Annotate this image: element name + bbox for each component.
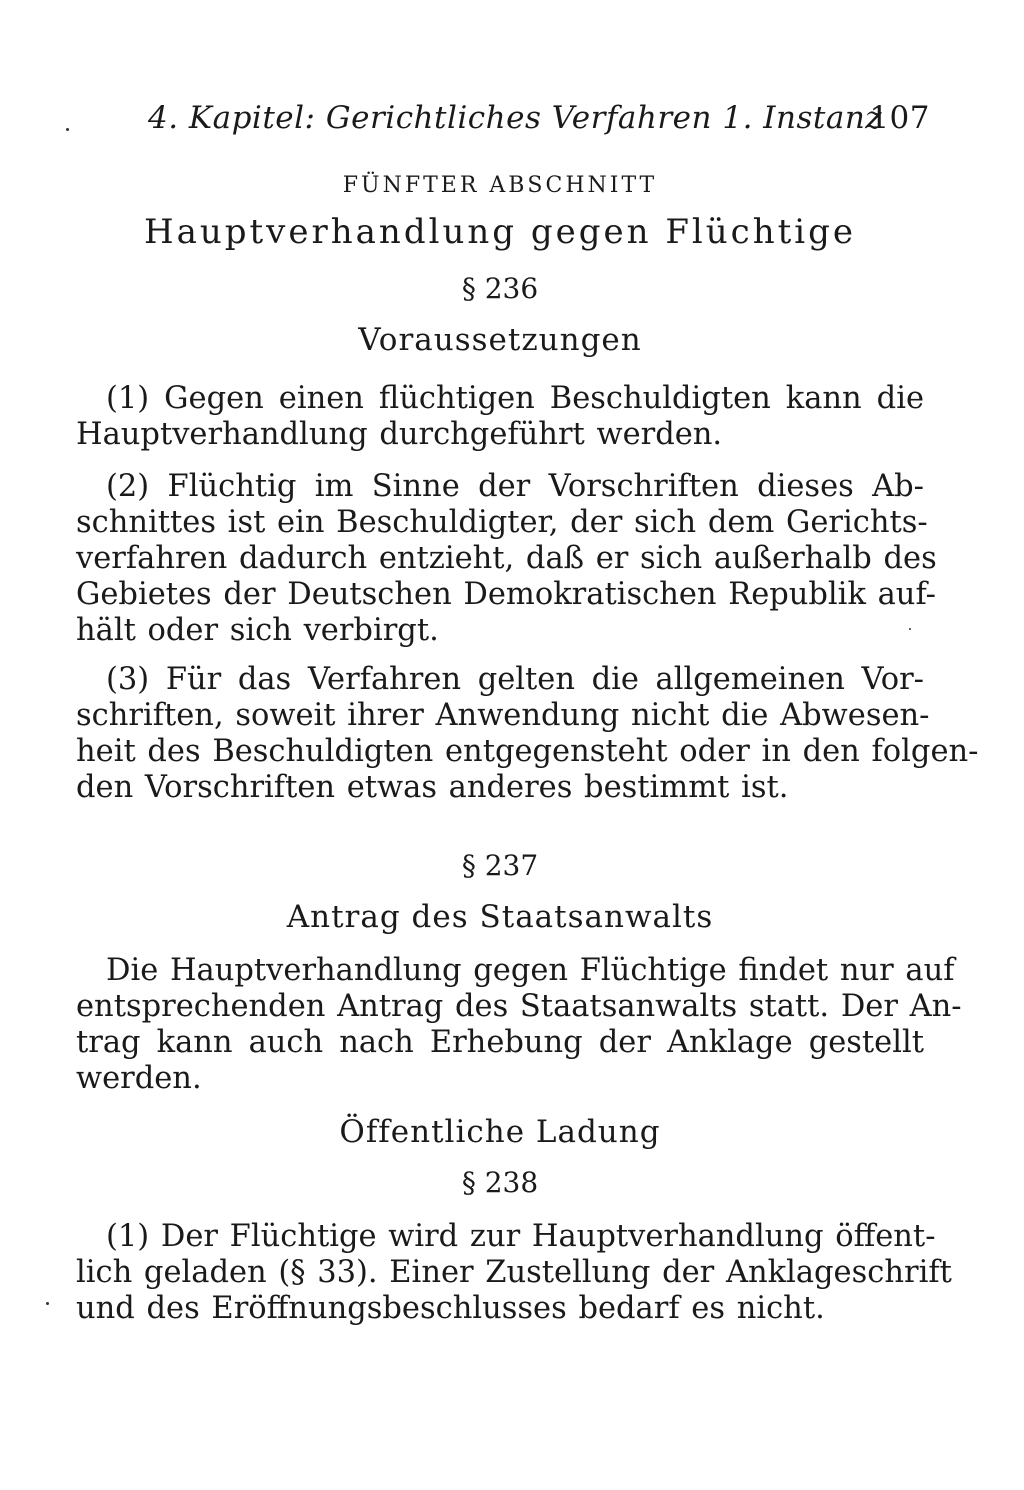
chapter-title: 4. Kapitel: Gerichtliches Verfahren 1. Instanz [148, 100, 883, 136]
paragraph-238-1 [76, 1219, 952, 1327]
print-speck [46, 1302, 49, 1305]
text-line: Gebietes der Deutschen Demokratischen Republik auf- [76, 577, 936, 612]
paragraph-238-heading: Öffentliche Ladung [339, 1114, 661, 1150]
paragraph-237-number: § 237 [461, 849, 539, 882]
text-line: hält oder sich verbirgt. [76, 613, 439, 648]
text-line: werden. [76, 1061, 202, 1096]
text-line: schriften, soweit ihrer Anwendung nicht die Abwesen- [76, 698, 930, 733]
running-header [148, 100, 930, 136]
text-line: Die Hauptverhandlung gegen Flüchtige findet nur auf [106, 953, 955, 988]
paragraph-236-2 [76, 469, 937, 649]
text-line: lich geladen (§ 33). Einer Zustellung der Anklageschrift [76, 1255, 952, 1290]
paragraph-236-1 [76, 381, 924, 453]
text-line: verfahren dadurch entzieht, daß er sich außerhalb des [76, 541, 937, 576]
page-number: 107 [869, 100, 930, 136]
text-line: und des Eröffnungsbeschlusses bedarf es nicht. [76, 1291, 825, 1326]
paragraph-236-number: § 236 [461, 272, 539, 305]
text-line: (1) Gegen einen flüchtigen Beschuldigten kann die [106, 381, 924, 416]
print-speck [909, 628, 911, 630]
text-line: (1) Der Flüchtige wird zur Hauptverhandlung öffent- [106, 1219, 936, 1254]
text-line: Hauptverhandlung durchgeführt werden. [76, 417, 723, 452]
paragraph-236-heading: Voraussetzungen [358, 322, 642, 358]
text-line: entsprechenden Antrag des Staatsanwalts statt. Der An- [76, 989, 962, 1024]
text-line: trag kann auch nach Erhebung der Anklage gestellt [76, 1025, 924, 1060]
paragraph-237-heading: Antrag des Staatsanwalts [286, 899, 714, 935]
text-line: schnittes ist ein Beschuldigter, der sich dem Gerichts- [76, 505, 928, 540]
section-title: Hauptverhandlung gegen Flüchtige [143, 212, 857, 252]
text-line: heit des Beschuldigten entgegensteht oder in den folgen- [76, 734, 979, 769]
section-label: FÜNFTER ABSCHNITT [342, 173, 658, 198]
paragraph-236-3 [76, 662, 979, 806]
text-line: (3) Für das Verfahren gelten die allgemeinen Vor- [106, 662, 924, 697]
paragraph-238-number: § 238 [461, 1166, 539, 1199]
print-speck [66, 128, 69, 131]
paragraph-237-1 [76, 953, 962, 1097]
text-line: (2) Flüchtig im Sinne der Vorschriften dieses Ab- [106, 469, 924, 504]
text-line: den Vorschriften etwas anderes bestimmt ist. [76, 770, 789, 805]
